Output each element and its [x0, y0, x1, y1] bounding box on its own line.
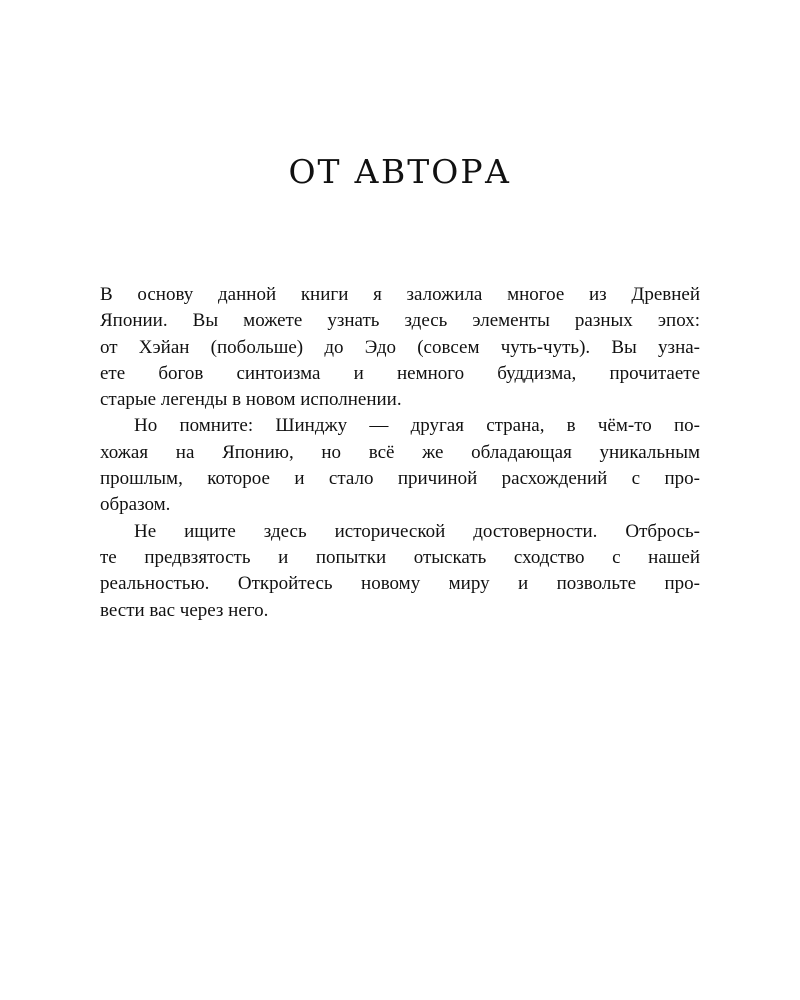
text-line: от Хэйан (побольше) до Эдо (совсем чуть-чуть). Вы узна- — [100, 336, 700, 358]
text-line: В основу данной книги я заложила многое из Древней — [100, 284, 700, 305]
text-line: ете богов синтоизма и немного буддизма, прочитаете — [100, 362, 700, 384]
text-line: реальностью. Откройтесь новому миру и позвольте про- — [100, 573, 700, 595]
page-title: ОТ АВТОРА — [288, 152, 512, 191]
author-note-text — [100, 282, 700, 624]
text-line: старые легенды в новом исполнении. — [100, 389, 402, 411]
text-line: Японии. Вы можете узнать здесь элементы разных эпох: — [100, 310, 700, 332]
text-line: хожая на Японию, но всё же обладающая уникальным — [100, 441, 700, 463]
text-line: образом. — [100, 494, 171, 516]
text-line: вести вас через него. — [100, 599, 269, 621]
text-line: прошлым, которое и стало причиной расхождений с про- — [100, 468, 700, 490]
text-line: те предвзятость и попытки отыскать сходство с нашей — [100, 546, 700, 568]
text-line: Не ищите здесь исторической достоверности. Отбрось- — [134, 520, 700, 542]
text-line: Но помните: Шинджу — другая страна, в чём-то по- — [134, 415, 700, 437]
